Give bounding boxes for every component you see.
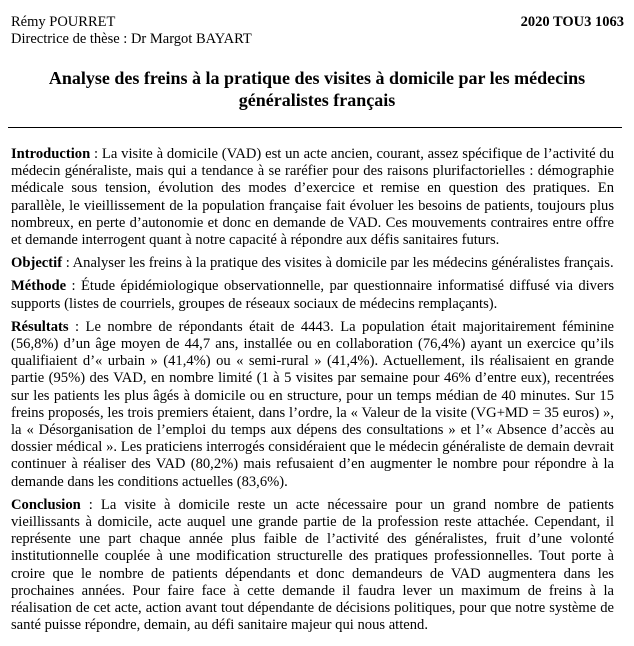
methode-paragraph bbox=[11, 278, 614, 312]
author-name: Rémy POURRET bbox=[11, 14, 116, 30]
methode-text: : Étude épidémiologique observationnelle, par questionnaire informatisé diffusé via divers supports (listes de courriels, groupes de réseaux sociaux de médecins remplaçants). bbox=[11, 278, 614, 312]
thesis-director: Directrice de thèse : Dr Margot BAYART bbox=[11, 31, 252, 47]
thesis-id: 2020 TOU3 1063 bbox=[520, 14, 624, 30]
title-divider bbox=[8, 127, 622, 128]
abstract-body bbox=[11, 146, 614, 640]
introduction-text: : La visite à domicile (VAD) est un acte ancien, courant, assez spécifique de l’activité du médecin généraliste, mais qui a tendance à se raréfier pour des raisons plurifactorielles : démographie médicale sous tension, évolution des modes d’exercice et remise en question des pratiques. En parallèle, le vieillissement de la population française fait évoluer les besoins de patients, toujours plus nombreux, en perte d’autonomie et donc en demande de VAD. Ces mouvements contraires entre offre et demande interrogent quant à notre capacité à répondre aux défis sanitaires futurs. bbox=[11, 146, 614, 249]
conclusion-label: Conclusion bbox=[11, 496, 81, 513]
resultats-text: : Le nombre de répondants était de 4443. La population était majoritairement féminine (56,8%) d’un âge moyen de 44,7 ans, installée ou en collaboration (76,4%) ayant un exercice qu’ils qualifiaient d’« urbain » (41,4%) ou « semi-rural » (41,4%). Actuellement, ils réalisaient en grande partie (95%) des VAD, en nombre limité (1 à 5 visites par semaine pour 46% d’entre eux), recentrées sur les patients les plus âgés à domicile ou en structure, pour un temps médian de 40 minutes. Sur 15 freins proposés, les trois premiers étaient, dans l’ordre, la « Valeur de la visite (VG+MD = 35 euros) », la « Désorganisation de l’emploi du temps aux dépens des consultations » et l’« Absence d’accès au dossier médical ». Les praticiens interrogés considéraient que le médecin généraliste de demain devrait continuer à réaliser des VAD (80,2%) mais refusaient d’en augmenter le nombre pour répondre à la demande dans les conditions actuelles (83,6%). bbox=[11, 318, 614, 490]
conclusion-paragraph bbox=[11, 497, 614, 635]
document-title: Analyse des freins à la pratique des visites à domicile par les médecins généralistes français bbox=[48, 68, 586, 110]
introduction-paragraph bbox=[11, 146, 614, 249]
resultats-paragraph bbox=[11, 319, 614, 491]
objectif-label: Objectif bbox=[11, 255, 63, 272]
conclusion-text: : La visite à domicile reste un acte nécessaire pour un grand nombre de patients vieillissants à domicile, acte auquel une grande partie de la profession reste attachée. Cependant, il représente une part chaque année plus faible de l’activité des généralistes, fruit d’une volonté institutionnelle couplée à une modification structurelle des pratiques professionnelles. Tout porte à croire que le nombre de patients dépendants et donc demandeurs de VAD augmentera dans les prochaines années. Pour faire face à cette demande il faudra lever un maximum de freins à la réalisation de cet acte, action avant tout dépendante de décisions politiques, pour que notre système de santé puisse répondre, demain, au défi sanitaire majeur qui nous attend. bbox=[11, 496, 614, 634]
introduction-label: Introduction bbox=[11, 146, 91, 162]
objectif-paragraph bbox=[11, 255, 614, 272]
objectif-text: : Analyser les freins à la pratique des visites à domicile par les médecins généralistes français. bbox=[62, 255, 614, 272]
methode-label: Méthode bbox=[11, 278, 67, 295]
resultats-label: Résultats bbox=[11, 318, 69, 335]
